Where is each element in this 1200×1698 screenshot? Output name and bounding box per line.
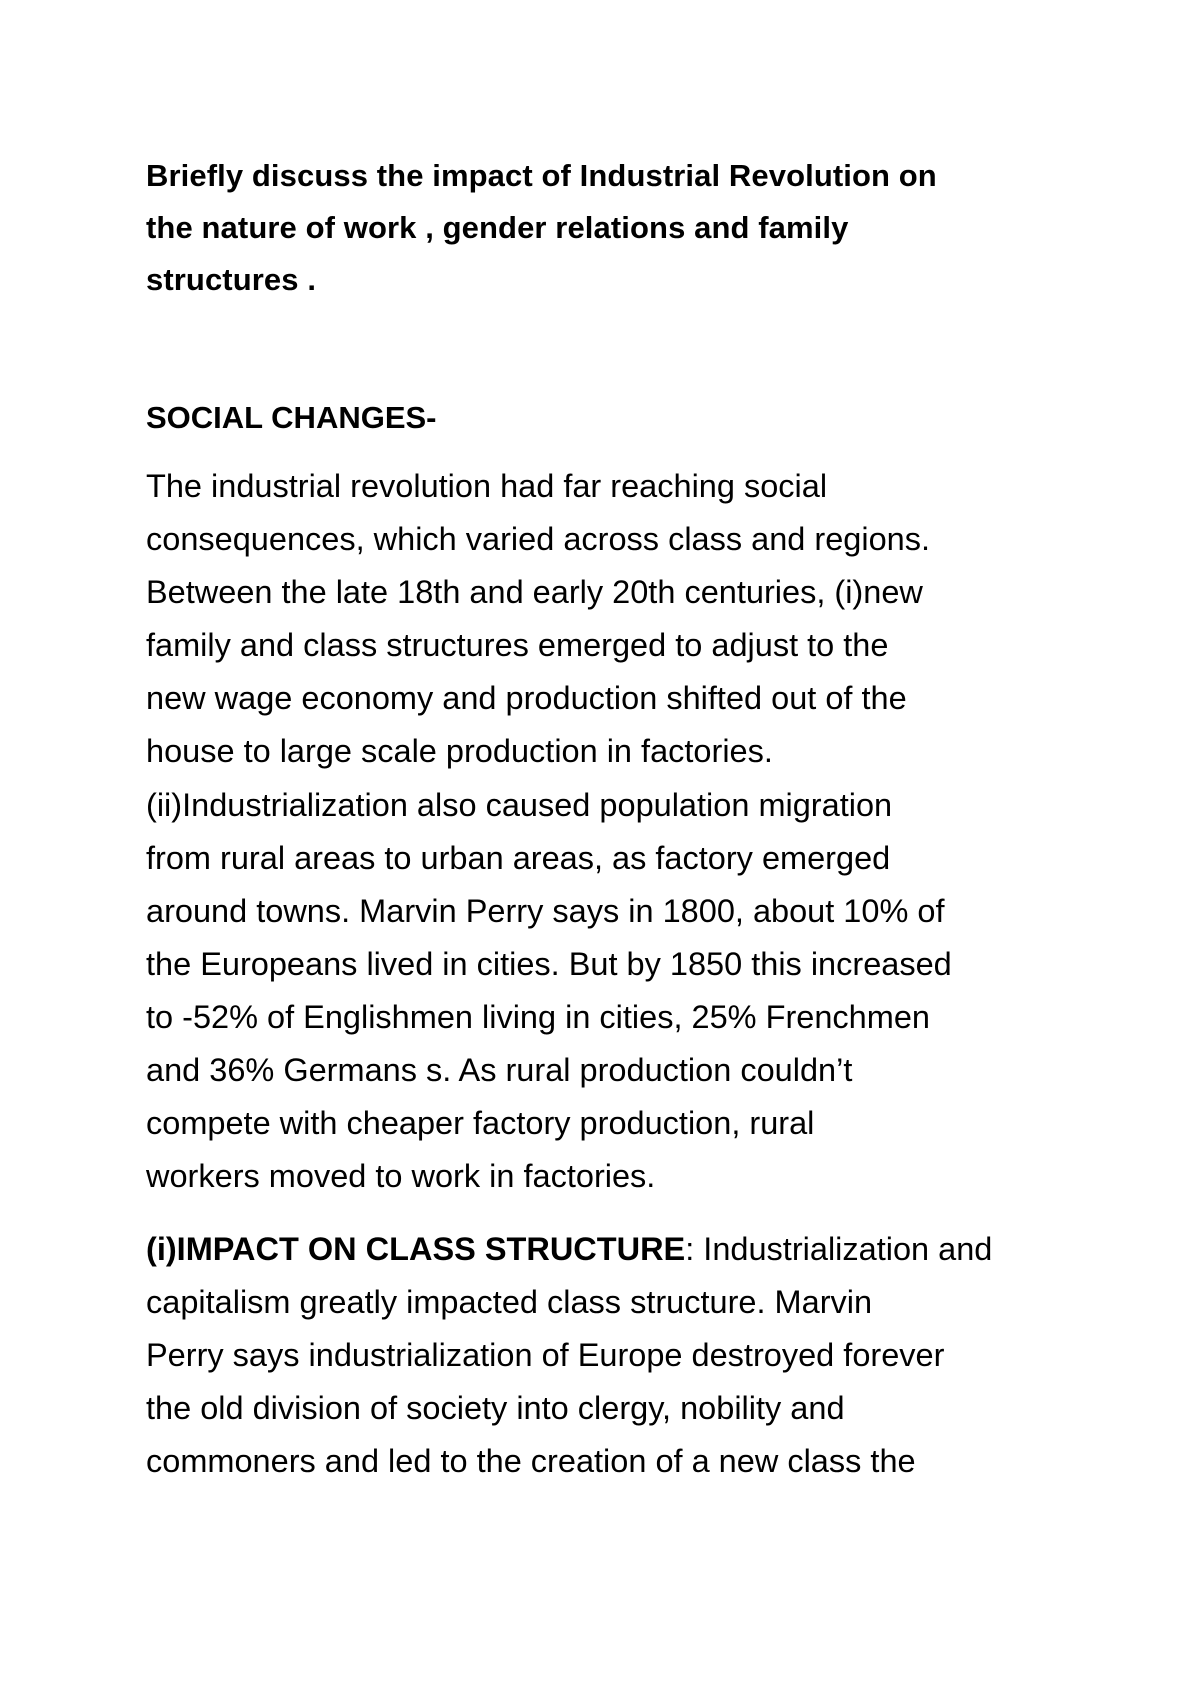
paragraph-line: the old division of society into clergy, nobility and [146,1390,845,1427]
paragraph-line: to -52% of Englishmen living in cities, 25% Frenchmen [146,998,930,1035]
paragraph-line: Perry says industrialization of Europe destroyed forever [146,1337,945,1374]
paragraph-lead-line [146,1223,1106,1276]
paragraph-line: capitalism greatly impacted class structure. Marvin [146,1284,873,1321]
paragraph-line: new wage economy and production shifted out of the [146,680,907,717]
paragraph-class-structure [146,1223,1106,1488]
question-line: Briefly discuss the impact of Industrial Revolution on [146,158,937,193]
subheading-impact-on-class-structure: (i)IMPACT ON CLASS STRUCTURE [146,1231,686,1267]
paragraph-line: Between the late 18th and early 20th centuries, (i)new [146,574,923,611]
question-line: structures . [146,262,317,297]
paragraph-lead-text: : Industrialization and [685,1231,993,1267]
paragraph-line: The industrial revolution had far reaching social [146,468,828,504]
paragraph-line: workers moved to work in factories. [146,1158,656,1195]
paragraph-line: the Europeans lived in cities. But by 1850 this increased [146,945,952,982]
paragraph-line: compete with cheaper factory production, rural [146,1105,815,1142]
paragraph-social-changes [146,460,1106,1203]
question-heading [146,150,1076,306]
paragraph-line: commoners and led to the creation of a new class the [146,1443,916,1480]
paragraph-line: (ii)Industrialization also caused population migration [146,786,893,823]
paragraph-line: family and class structures emerged to adjust to the [146,627,889,664]
paragraph-line: consequences, which varied across class and regions. [146,521,931,558]
paragraph-line: and 36% Germans s. As rural production couldn’t [146,1052,853,1089]
paragraph-line: around towns. Marvin Perry says in 1800, about 10% of [146,892,945,929]
paragraph-line: from rural areas to urban areas, as factory emerged [146,839,891,876]
section-heading-social-changes: SOCIAL CHANGES- [146,400,437,435]
question-line: the nature of work , gender relations and family [146,210,849,245]
paragraph-line: house to large scale production in factories. [146,733,773,770]
